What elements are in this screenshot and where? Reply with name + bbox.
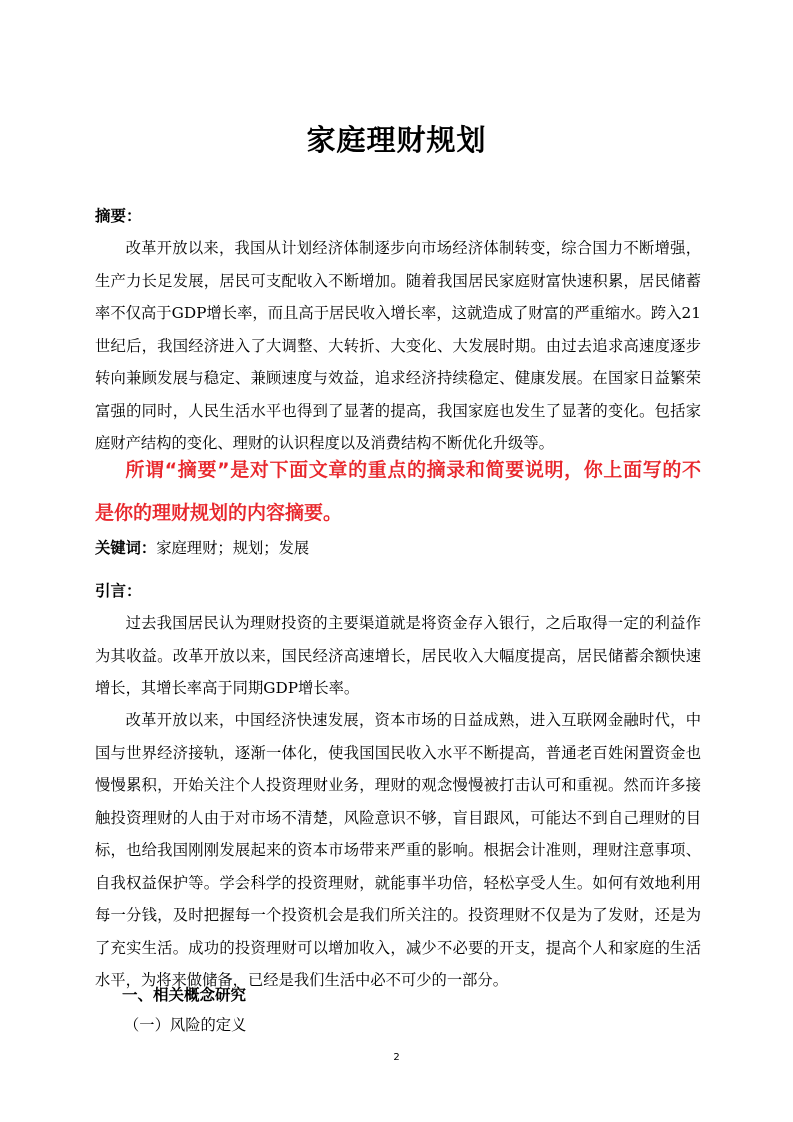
intro-paragraph-2: 改革开放以来，中国经济快速发展，资本市场的日益成熟，进入互联网金融时代，中国与世界经济接轨，逐渐一体化，使我国国民收入水平不断提高，普通老百姓闲置资金也慢慢累积，开始关注个人投资理财业务，理财的观念慢慢被打击认可和重视。然而许多接触投资理财的人由于对市场不清楚，风险意识不够，盲目跟风，可能达不到自己理财的目标，也给我国刚刚发展起来的资本市场带来严重的影响。根据会计准则，理财注意事项、自我权益保护等。学会科学的投资理财，就能事半功倍，轻松享受人生。如何有效地利用每一分钱，及时把握每一个投资机会是我们所关注的。投资理财不仅是为了发财，还是为了充实生活。成功的投资理财可以增加收入，减少不必要的开支，提高个人和家庭的生活水平，为将来做储备，已经是我们生活中必不可少的一部分。 (95, 711, 701, 989)
subsection-heading-1: （一）风险的定义 (124, 1016, 247, 1034)
section-heading-1: 一、相关概念研究 (122, 986, 247, 1004)
abstract-paragraph: 改革开放以来，我国从计划经济体制逐步向市场经济体制转变，综合国力不断增强，生产力长足发展，居民可支配收入不断增加。随着我国居民家庭财富快速积累，居民储蓄率不仅高于GDP增长率，而且高于居民收入增长率，这就造成了财富的严重缩水。跨入21世纪后，我国经济进入了大调整、大转折、大变化、大发展时期。由过去追求高速度逐步转向兼顾发展与稳定、兼顾速度与效益，追求经济持续稳定、健康发展。在国家日益繁荣富强的同时，人民生活水平也得到了显著的提高，我国家庭也发生了显著的变化。包括家庭财产结构的变化、理财的认识程度以及消费结构不断优化升级等。 (95, 239, 701, 452)
intro-label: 引言： (95, 582, 142, 600)
keywords-text: 家庭理财；规划；发展 (156, 539, 310, 557)
keywords-label: 关键词： (95, 539, 157, 557)
document-title: 家庭理财规划 (306, 123, 487, 157)
reviewer-comment: 所谓“摘要”是对下面文章的重点的摘录和简要说明，你上面写的不是你的理财规划的内容摘要。 (95, 459, 701, 524)
intro-paragraph-1: 过去我国居民认为理财投资的主要渠道就是将资金存入银行，之后取得一定的利益作为其收益。改革开放以来，国民经济高速增长，居民收入大幅度提高，居民储蓄余额快速增长，其增长率高于同期GDP增长率。 (95, 614, 701, 697)
abstract-label: 摘要： (95, 207, 142, 225)
page-number: 2 (393, 1052, 400, 1063)
keywords-line (95, 536, 309, 558)
